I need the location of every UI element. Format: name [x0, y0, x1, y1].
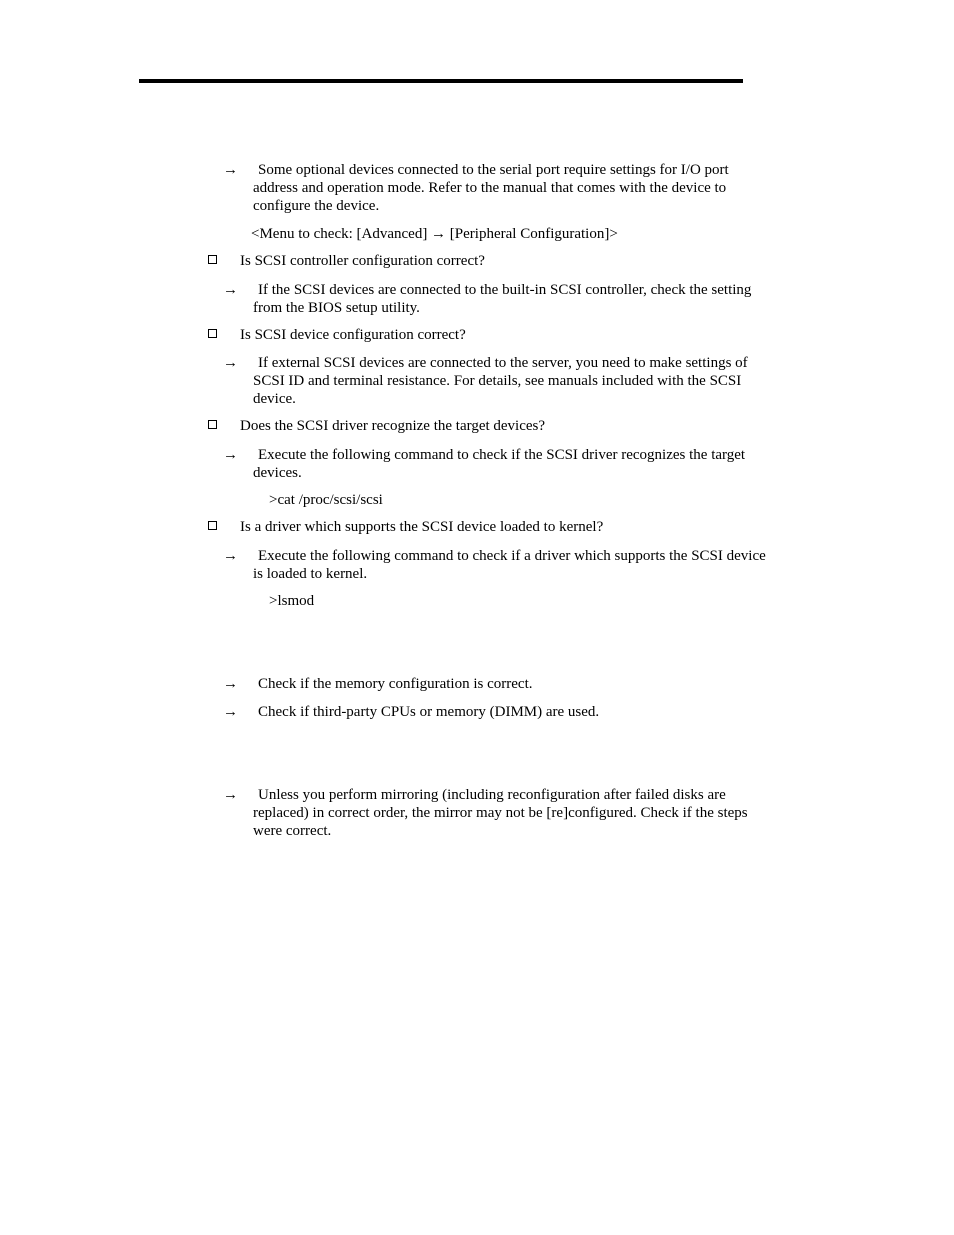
item-text: Is SCSI controller configuration correct?	[240, 253, 485, 269]
arrow-icon: →	[223, 447, 238, 463]
check-item-scsi-driver	[207, 417, 767, 435]
item-text: Is SCSI device configuration correct?	[240, 327, 466, 343]
arrow-icon: →	[223, 162, 238, 178]
arrow-icon: →	[223, 787, 238, 803]
checkbox-icon	[208, 255, 217, 264]
arrow-item-serial-port	[223, 161, 773, 215]
item-text: Some optional devices connected to the serial port require settings for I/O port address and operation mode. Refer to the manual that comes with the device to configure the device.	[253, 162, 729, 214]
arrow-icon: →	[223, 355, 238, 371]
item-text: Execute the following command to check if the SCSI driver recognizes the target devices.	[253, 447, 746, 481]
item-text: If external SCSI devices are connected to the server, you need to make settings of SCSI ID and terminal resistance. For details, see manuals included with the SCSI device.	[253, 355, 748, 407]
item-text: Check if the memory configuration is correct.	[258, 676, 533, 692]
arrow-icon: →	[223, 282, 238, 298]
item-text: If the SCSI devices are connected to the built-in SCSI controller, check the setting from the BIOS setup utility.	[253, 282, 752, 316]
item-text: Execute the following command to check if a driver which supports the SCSI device is loaded to kernel.	[253, 548, 766, 582]
arrow-icon: →	[223, 704, 238, 720]
item-text: Unless you perform mirroring (including reconfiguration after failed disks are replaced) in correct order, the mirror may not be [re]configured. Check if the steps were correct.	[253, 787, 748, 839]
command-lsmod: >lsmod	[269, 593, 315, 609]
check-item-scsi-controller	[207, 252, 767, 270]
check-item-driver-kernel	[207, 518, 767, 536]
arrow-item-driver-kernel	[223, 547, 773, 583]
command-cat-proc-scsi: >cat /proc/scsi/scsi	[269, 492, 383, 508]
checkbox-icon	[208, 521, 217, 530]
arrow-icon: →	[223, 676, 238, 692]
arrow-item-mirroring	[223, 786, 773, 840]
check-item-scsi-device	[207, 326, 767, 344]
arrow-item-scsi-driver	[223, 446, 773, 482]
checkbox-icon	[208, 420, 217, 429]
item-text: Check if third-party CPUs or memory (DIMM) are used.	[258, 704, 600, 720]
item-text: Is a driver which supports the SCSI device loaded to kernel?	[240, 519, 604, 535]
checkbox-icon	[208, 329, 217, 338]
menu-to-check: <Menu to check: [Advanced] → [Peripheral Configuration]>	[251, 226, 618, 242]
arrow-item-memory-config	[223, 675, 773, 693]
arrow-item-third-party	[223, 703, 773, 721]
arrow-item-scsi-controller	[223, 281, 773, 317]
item-text: Does the SCSI driver recognize the target devices?	[240, 418, 546, 434]
arrow-icon: →	[223, 548, 238, 564]
arrow-item-scsi-device	[223, 354, 773, 408]
header-rule	[139, 79, 743, 83]
